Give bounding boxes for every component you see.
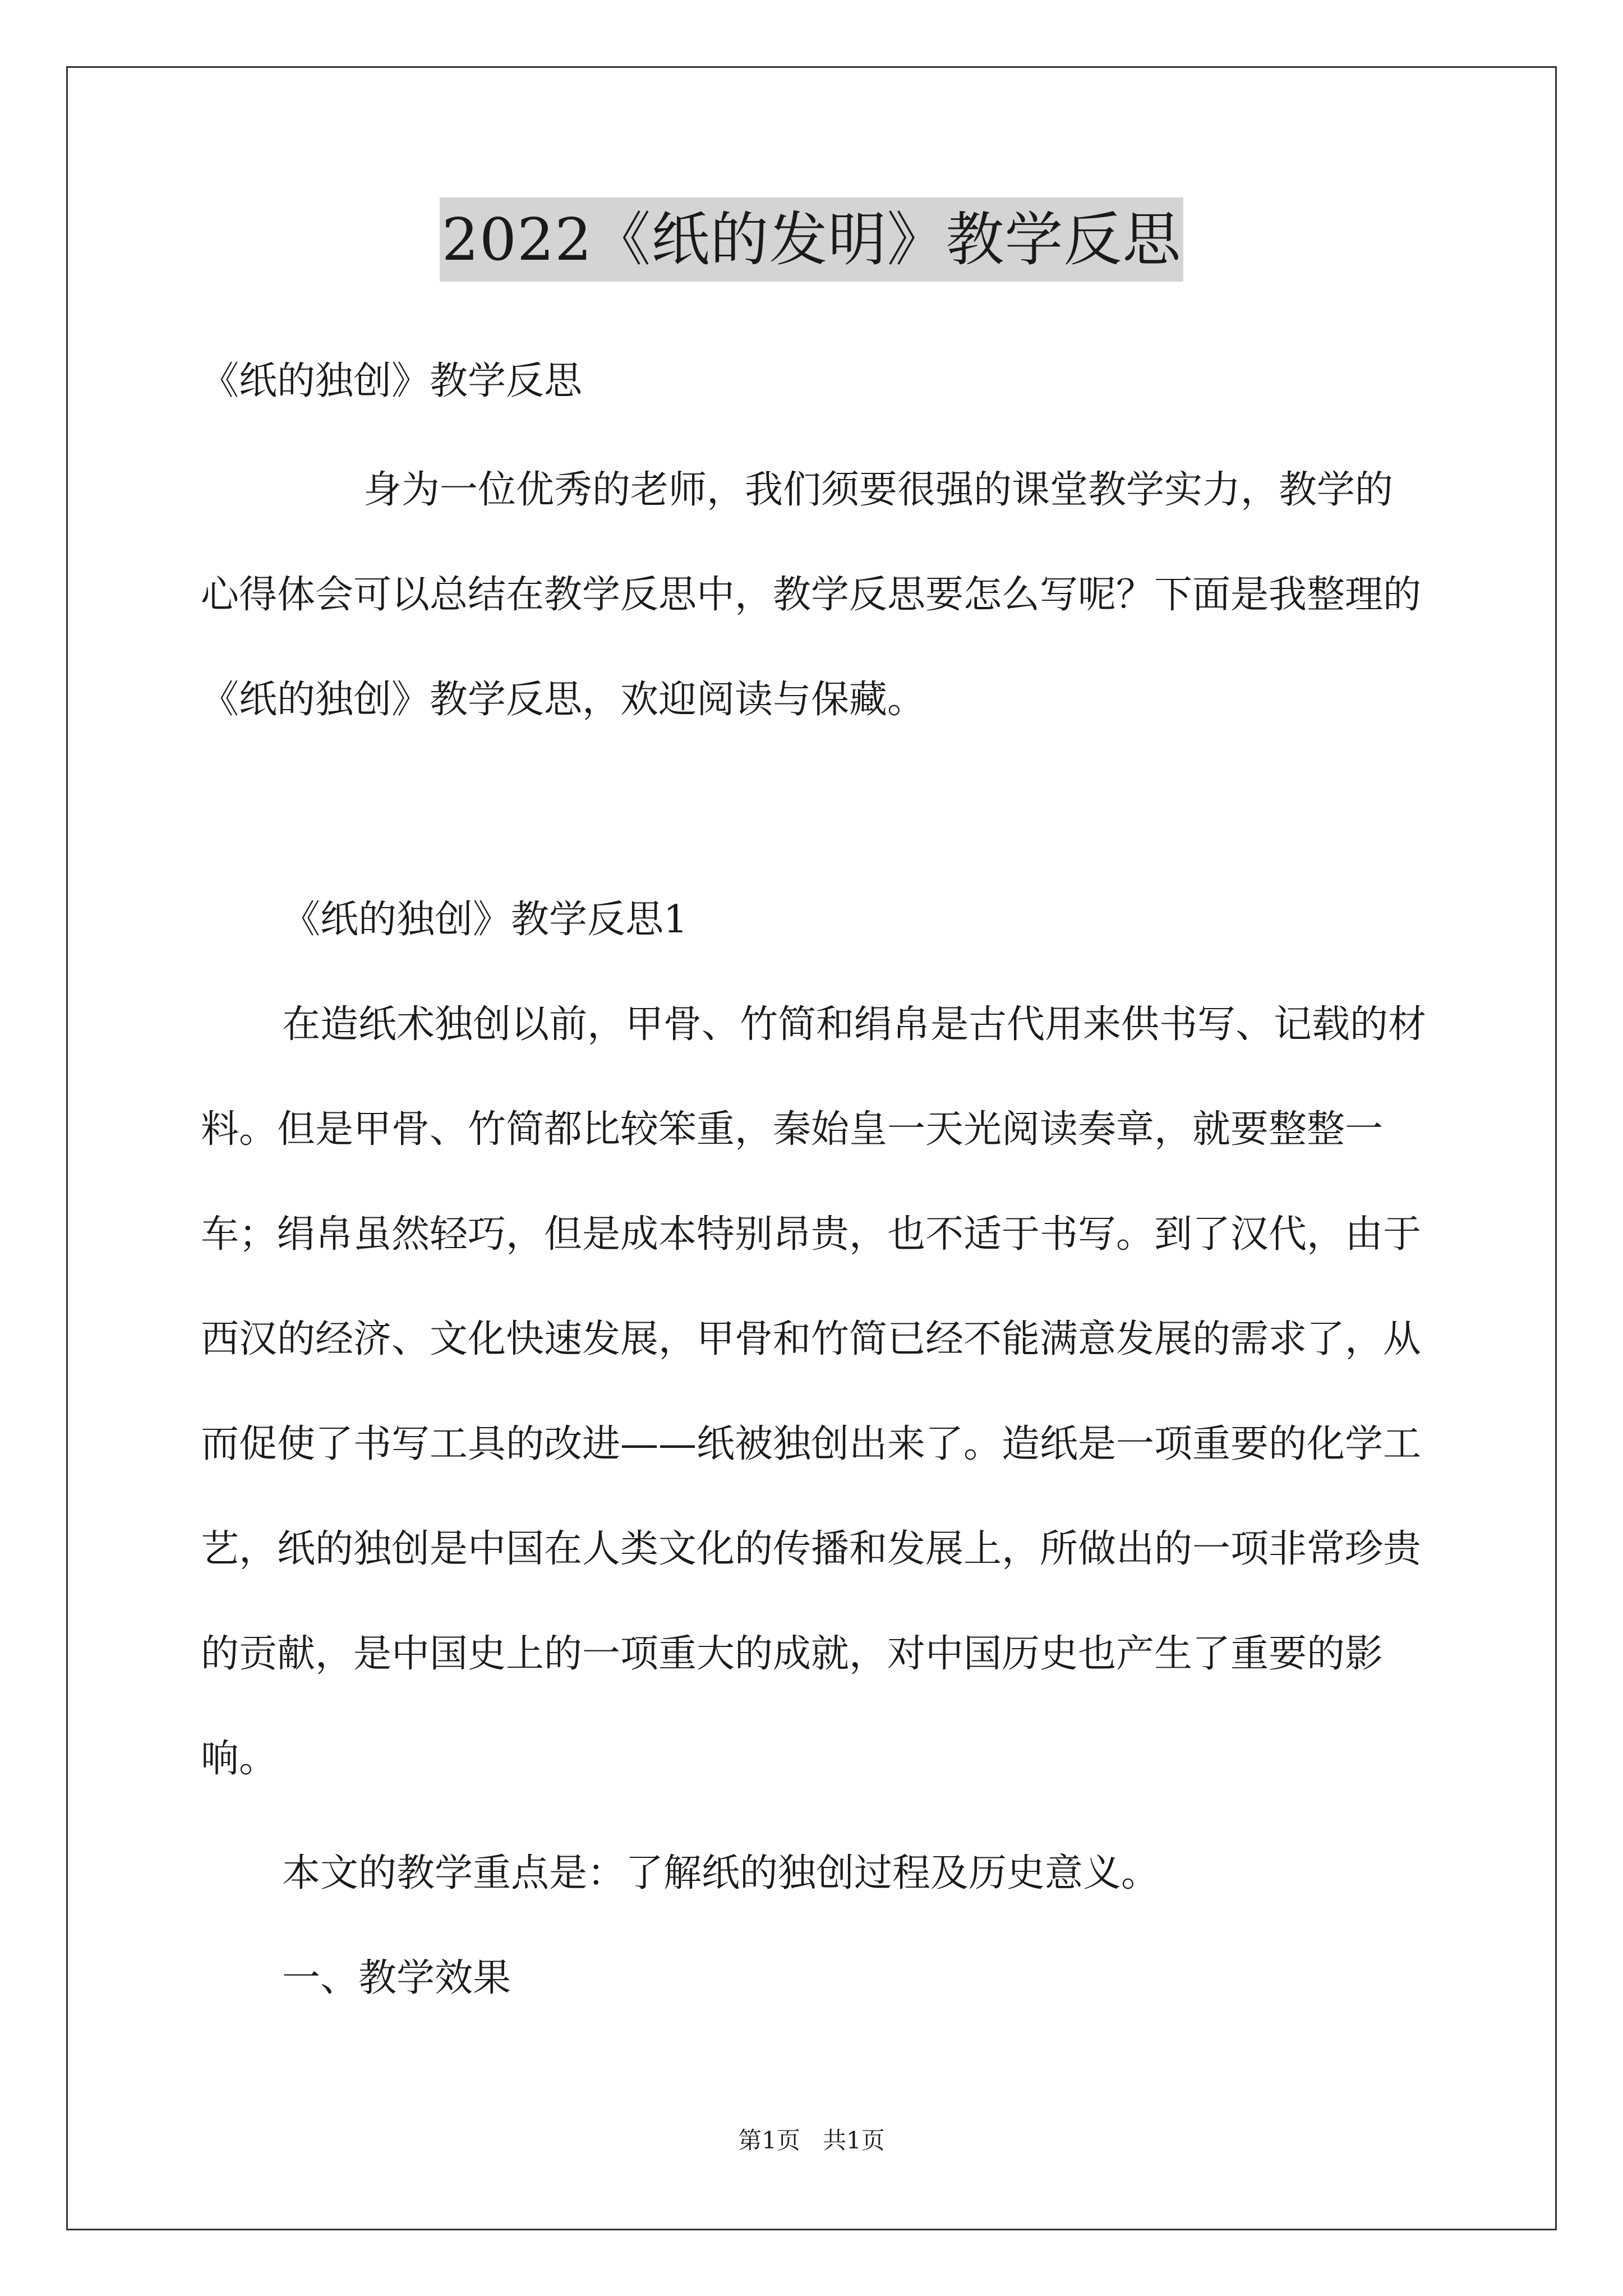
document-title: 2022《纸的发明》教学反思	[440, 197, 1184, 282]
document-subtitle: 《纸的独创》教学反思	[201, 359, 583, 403]
section-heading: 《纸的独创》教学反思1	[282, 898, 688, 942]
body-paragraph-3: 一、教学效果	[282, 1956, 511, 2000]
body-paragraph-2: 本文的教学重点是：了解纸的独创过程及历史意义。	[282, 1851, 1160, 1895]
title-container	[0, 197, 1623, 282]
intro-paragraph: 身为一位优秀的老师，我们须要很强的课堂教学实力，教学的心得体会可以总结在教学反思中，教学反思要怎么写呢？下面是我整理的《纸的独创》教学反思，欢迎阅读与保藏。	[201, 468, 1422, 722]
page-footer: 第1页 共1页	[738, 2127, 885, 2154]
body-paragraph-1: 在造纸术独创以前，甲骨、竹简和绢帛是古代用来供书写、记载的材料。但是甲骨、竹简都比较笨重，秦始皇一天光阅读奏章，就要整整一车；绢帛虽然轻巧，但是成本特别昂贵，也不适于书写。到了汉代，由于西汉的经济、文化快速发展，甲骨和竹简已经不能满意发展的需求了，从而促使了书写工具的改进——纸被独创出来了。造纸是一项重要的化学工艺，纸的独创是中国在人类文化的传播和发展上，所做出的一项非常珍贵的贡献，是中国史上的一项重大的成就，对中国历史也产生了重要的影响。	[201, 1002, 1427, 1781]
